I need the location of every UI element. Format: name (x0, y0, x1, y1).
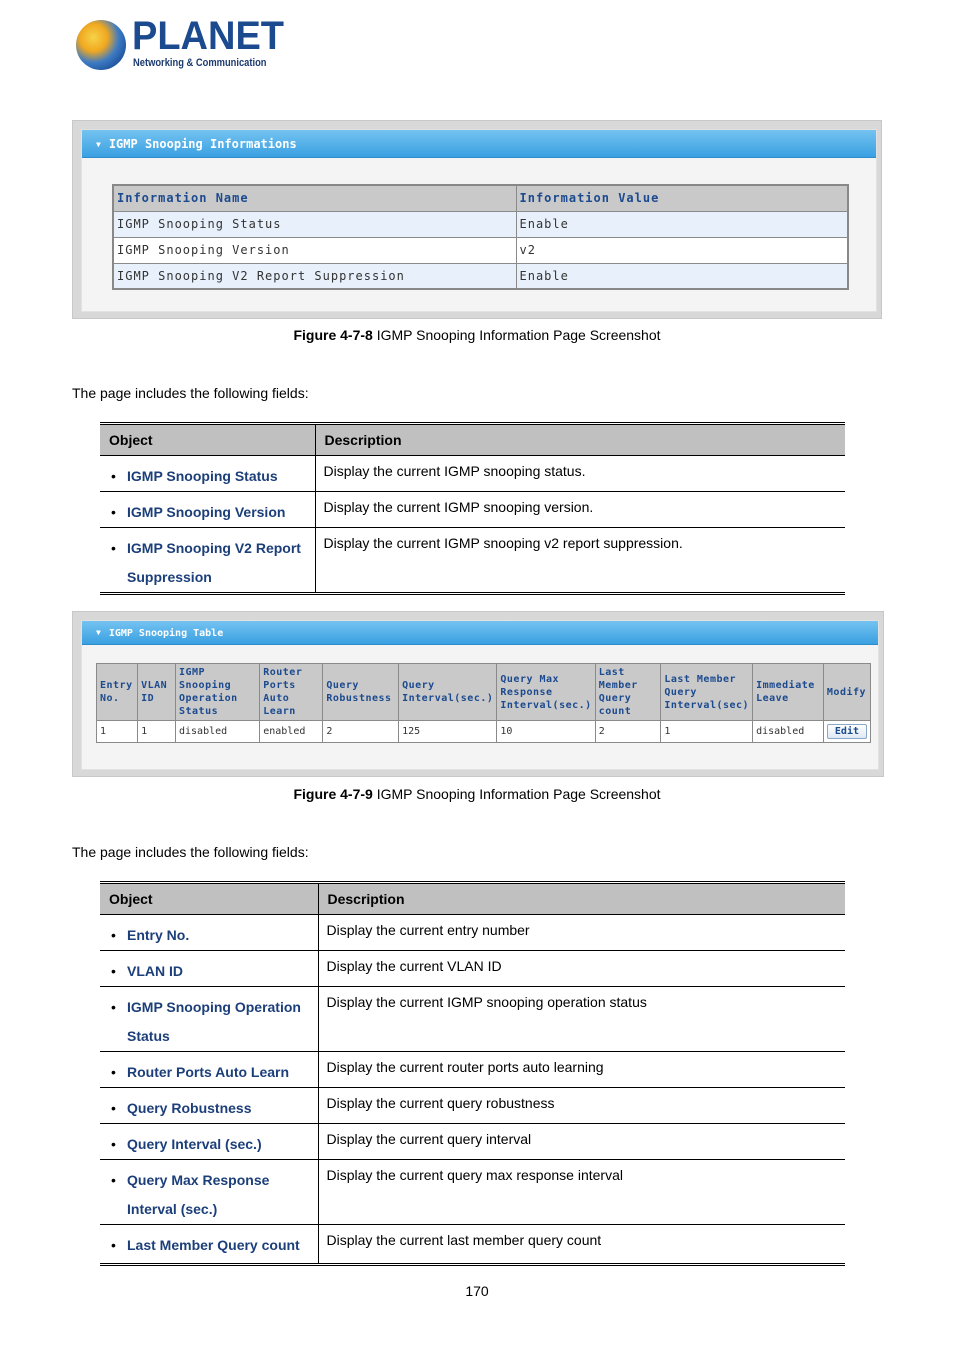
edit-button[interactable]: Edit (827, 724, 867, 739)
intro-text: The page includes the following fields: (72, 844, 309, 860)
object-name: Query Interval (sec.) (127, 1136, 262, 1152)
object-name: VLAN ID (127, 963, 183, 979)
bullet-icon: • (111, 1172, 116, 1188)
table-row (100, 987, 845, 1052)
column-header: Entry No. (97, 664, 138, 721)
info-name-cell: IGMP Snooping Version (113, 237, 516, 263)
description-cell: Display the current IGMP snooping operation status (318, 987, 845, 1052)
info-value-cell: v2 (516, 237, 848, 263)
logo-tagline: Networking & Communication (133, 57, 267, 69)
router-ports-cell: enabled (260, 721, 323, 743)
column-header: Last Member Query Interval(sec) (661, 664, 753, 721)
column-header: VLAN ID (138, 664, 176, 721)
table-row (100, 528, 845, 594)
description-cell: Display the current VLAN ID (318, 951, 845, 987)
column-header-description: Description (315, 424, 845, 456)
object-name: IGMP Snooping Version (127, 504, 286, 520)
page-number: 170 (465, 1283, 489, 1299)
robustness-cell: 2 (323, 721, 399, 743)
description-cell: Display the current IGMP snooping version. (315, 492, 845, 528)
igmp-snooping-table (96, 663, 871, 743)
fields-table-2 (100, 881, 845, 1266)
figure-1-screenshot (72, 120, 882, 319)
table-row (113, 263, 848, 289)
last-member-count-cell: 2 (595, 721, 661, 743)
object-name: IGMP Snooping V2 Report Suppression (127, 540, 301, 585)
table-row (100, 951, 845, 987)
description-cell: Display the current query max response interval (318, 1160, 845, 1225)
description-cell: Display the current query robustness (318, 1088, 845, 1124)
info-value-cell: Enable (516, 211, 848, 237)
last-member-interval-cell: 1 (661, 721, 753, 743)
info-name-cell: IGMP Snooping Status (113, 211, 516, 237)
logo-name: PLANET (132, 14, 284, 58)
column-header-object: Object (100, 424, 315, 456)
collapse-arrow-icon[interactable]: ▼ (96, 628, 101, 637)
column-header: Query Max Response Interval(sec.) (497, 664, 595, 721)
panel-header-igmp-table[interactable] (82, 621, 878, 645)
object-name: IGMP Snooping Status (127, 468, 278, 484)
object-name: Last Member Query count (127, 1237, 300, 1253)
figure-2-screenshot (72, 611, 884, 777)
bullet-icon: • (111, 1064, 116, 1080)
column-header-object: Object (100, 883, 318, 915)
table-row (100, 1160, 845, 1225)
table-row (100, 1124, 845, 1160)
caption-text: IGMP Snooping Information Page Screenshot (372, 327, 661, 343)
modify-cell (823, 721, 870, 743)
bullet-icon: • (111, 1136, 116, 1152)
column-header: Information Name (113, 185, 516, 211)
bullet-icon: • (111, 540, 116, 556)
table-row (113, 211, 848, 237)
table-row (100, 492, 845, 528)
column-header: Immediate Leave (753, 664, 824, 721)
igmp-info-table (112, 184, 849, 290)
bullet-icon: • (111, 999, 116, 1015)
max-response-cell: 10 (497, 721, 595, 743)
column-header: IGMP Snooping Operation Status (175, 664, 259, 721)
immediate-leave-cell: disabled (753, 721, 824, 743)
table-row (100, 1225, 845, 1265)
bullet-icon: • (111, 963, 116, 979)
table-row (100, 915, 845, 951)
figure-2-caption (0, 786, 954, 802)
column-header: Modify (823, 664, 870, 721)
bullet-icon: • (111, 927, 116, 943)
object-name: IGMP Snooping Operation Status (127, 999, 301, 1044)
figure-1-caption (0, 327, 954, 343)
table-row (97, 721, 871, 743)
column-header: Query Robustness (323, 664, 399, 721)
info-name-cell: IGMP Snooping V2 Report Suppression (113, 263, 516, 289)
table-row (113, 237, 848, 263)
object-name: Entry No. (127, 927, 190, 943)
description-cell: Display the current entry number (318, 915, 845, 951)
intro-text: The page includes the following fields: (72, 385, 309, 401)
panel-header-igmp-info[interactable] (82, 130, 876, 158)
object-name: Query Max Response Interval (sec.) (127, 1172, 270, 1217)
description-cell: Display the current last member query count (318, 1225, 845, 1265)
caption-text: IGMP Snooping Information Page Screenshot (372, 786, 661, 802)
bullet-icon: • (111, 1100, 116, 1116)
bullet-icon: • (111, 468, 116, 484)
query-interval-cell: 125 (399, 721, 497, 743)
description-cell: Display the current query interval (318, 1124, 845, 1160)
description-cell: Display the current router ports auto learning (318, 1052, 845, 1088)
planet-logo (76, 14, 284, 74)
column-header: Router Ports Auto Learn (260, 664, 323, 721)
caption-number: Figure 4-7-8 (293, 327, 373, 343)
collapse-arrow-icon[interactable]: ▼ (96, 140, 101, 149)
panel-title: IGMP Snooping Table (108, 628, 224, 639)
column-header-description: Description (318, 883, 845, 915)
info-value-cell: Enable (516, 263, 848, 289)
fields-table-1 (100, 422, 845, 595)
entry-no-cell: 1 (97, 721, 138, 743)
globe-icon (76, 20, 126, 70)
vlan-id-cell: 1 (138, 721, 176, 743)
description-cell: Display the current IGMP snooping status. (315, 456, 845, 492)
caption-number: Figure 4-7-9 (293, 786, 373, 802)
object-name: Router Ports Auto Learn (127, 1064, 290, 1080)
description-cell: Display the current IGMP snooping v2 report suppression. (315, 528, 845, 594)
column-header: Information Value (516, 185, 848, 211)
bullet-icon: • (111, 504, 116, 520)
table-row (100, 1088, 845, 1124)
panel-title: IGMP Snooping Informations (108, 137, 297, 151)
operation-status-cell: disabled (175, 721, 259, 743)
column-header: Query Interval(sec.) (399, 664, 497, 721)
column-header: Last Member Query count (595, 664, 661, 721)
object-name: Query Robustness (127, 1100, 252, 1116)
table-row (100, 456, 845, 492)
table-row (100, 1052, 845, 1088)
bullet-icon: • (111, 1237, 116, 1253)
